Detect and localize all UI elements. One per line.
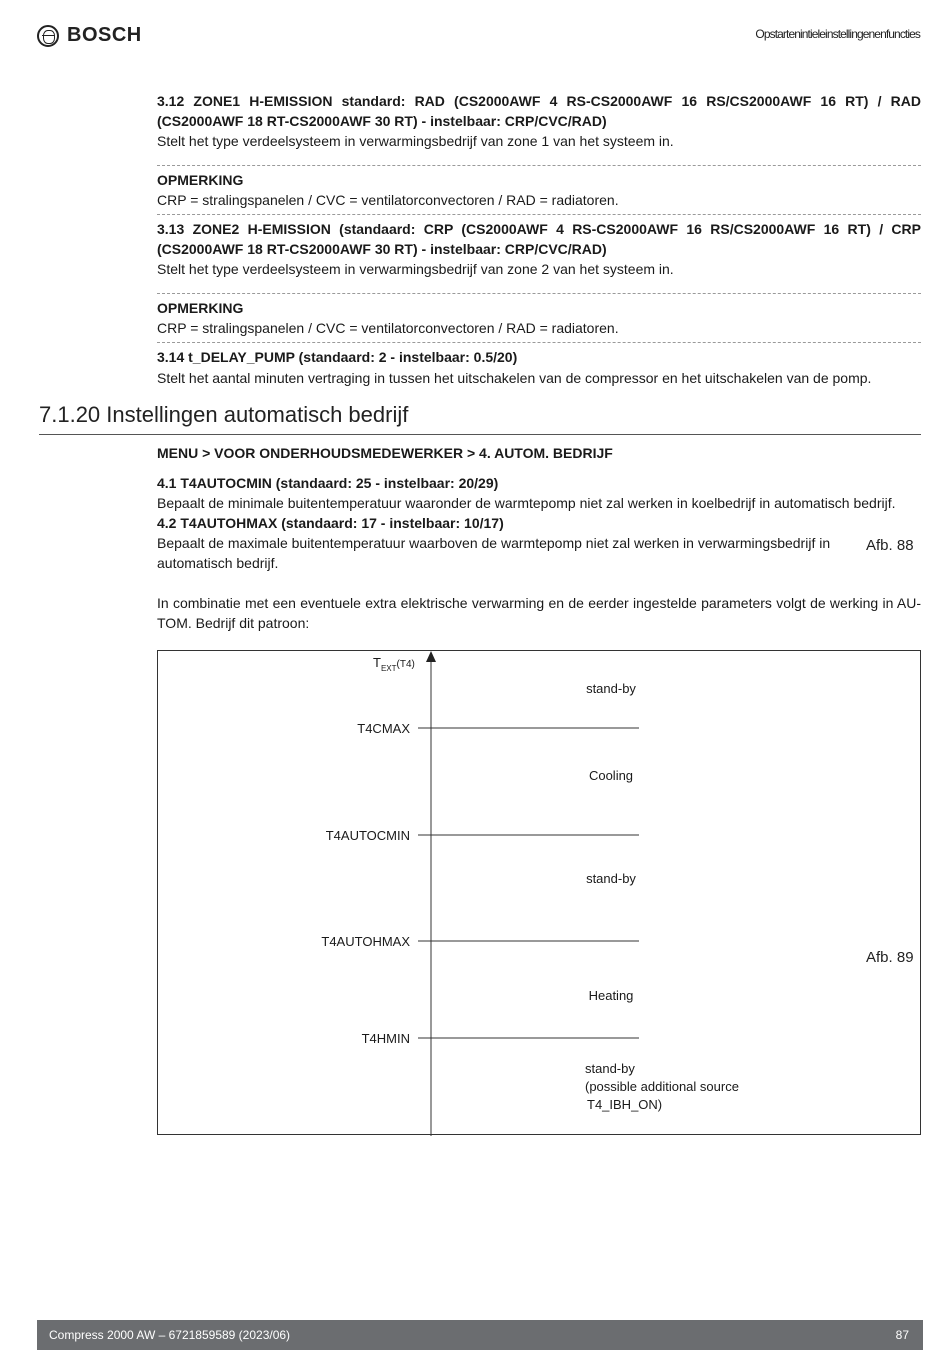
param-4-1-heading: 4.1 T4AUTOCMIN (standaard: 25 - instelbaar: 20/29) <box>157 475 499 491</box>
zone-label-standby-top: stand-by <box>586 681 636 696</box>
section-heading <box>39 402 408 428</box>
diagram-svg <box>158 651 922 1136</box>
divider <box>157 342 921 343</box>
axis-arrow-icon <box>426 651 436 662</box>
threshold-label-t4hmin: T4HMIN <box>361 1031 410 1046</box>
param-3-13-text: Stelt het type verdeelsysteem in verwarmingsbedrijf van zone 2 van het systeem in. <box>157 261 674 277</box>
param-4-2-heading: 4.2 T4AUTOHMAX (standaard: 17 - instelbaar: 10/17) <box>157 515 504 531</box>
divider <box>157 165 921 166</box>
divider <box>157 214 921 215</box>
param-4-2-text: Bepaalt de maximale buitentemperatuur waarboven de warmtepomp niet zal werken in verwarmingsbedrijf in automatisch bedrijf. <box>157 535 831 571</box>
section-title: Instellingen automatisch bedrijf <box>106 402 409 427</box>
bosch-armature-icon <box>37 25 59 47</box>
note-2-title: OPMERKING <box>157 300 244 316</box>
zone-label-standby-bottom: stand-by <box>585 1061 635 1076</box>
section-rule <box>39 434 921 435</box>
header-section-title: Opstartenintieleinstellingenenfuncties <box>755 27 920 41</box>
param-3-14-text: Stelt het aantal minuten vertraging in tussen het uitschakelen van de compressor en het uitschakelen van de pomp. <box>157 370 872 386</box>
note-2-text: CRP = stralingspanelen / CVC = ventilatorconvectoren / RAD = radiatoren. <box>157 320 619 336</box>
figure-label-88: Afb. 88 <box>866 537 914 554</box>
param-3-12-text: Stelt het type verdeelsysteem in verwarmingsbedrijf van zone 1 van het systeem in. <box>157 133 674 149</box>
brand-name: BOSCH <box>67 24 142 46</box>
zone-label-heating: Heating <box>588 988 634 1003</box>
param-3-14-heading: 3.14 t_DELAY_PUMP (standaard: 2 - instelbaar: 0.5/20) <box>157 349 518 365</box>
figure-label-89: Afb. 89 <box>866 949 914 966</box>
divider <box>157 293 921 294</box>
zone-note-ibh: T4_IBH_ON) <box>587 1097 663 1112</box>
section-number: 7.1.20 <box>39 402 101 427</box>
zone-label-standby-middle: stand-by <box>586 871 636 886</box>
threshold-label-t4cmax: T4CMAX <box>357 721 410 736</box>
note-1-text: CRP = stralingspanelen / CVC = ventilatorconvectoren / RAD = radiatoren. <box>157 192 619 208</box>
page-number: 87 <box>895 1328 909 1342</box>
threshold-label-t4autohmax: T4AUTOHMAX <box>321 934 410 949</box>
menu-path: MENU > VOOR ONDERHOUDSMEDEWERKER > 4. AUTOM. BEDRIJF <box>157 445 613 461</box>
zone-label-cooling: Cooling <box>588 768 634 783</box>
axis-label: $T_{EXT}^{(T4)}$ <box>373 655 415 673</box>
param-3-13-heading: 3.13 ZONE2 H-EMISSION (standaard: CRP (CS2000AWF 4 RS-CS2000AWF 16 RS/CS2000AWF 16 RT) / CRP (CS2000AWF 18 RT-CS2000AWF 30 RT) - instelbaar: CRP/CVC/RAD) <box>157 221 921 257</box>
footer-document-id: Compress 2000 AW – 6721859589 (2023/06) <box>49 1328 291 1342</box>
bosch-logo <box>37 24 142 47</box>
combination-text: In combinatie met een eventuele extra elektrische verwarming en de eerder ingestelde parameters volgt de werking in AU-TOM. Bedrijf dit patroon: <box>157 595 921 631</box>
param-4-1-text: Bepaalt de minimale buitentemperatuur waaronder de warmtepomp niet zal werken in koelbedrijf in automatisch bedrijf. <box>157 495 896 511</box>
auto-mode-diagram <box>157 650 921 1135</box>
param-3-12-heading: 3.12 ZONE1 H-EMISSION standard: RAD (CS2000AWF 4 RS-CS2000AWF 16 RS/CS2000AWF 16 RT) / RAD (CS2000AWF 18 RT-CS2000AWF 30 RT) - instelbaar: CRP/CVC/RAD) <box>157 93 921 129</box>
note-1-title: OPMERKING <box>157 172 244 188</box>
page-footer <box>37 1320 923 1350</box>
threshold-label-t4autocmin: T4AUTOCMIN <box>325 828 410 843</box>
zone-note-additional-source: (possible additional source <box>585 1079 739 1094</box>
